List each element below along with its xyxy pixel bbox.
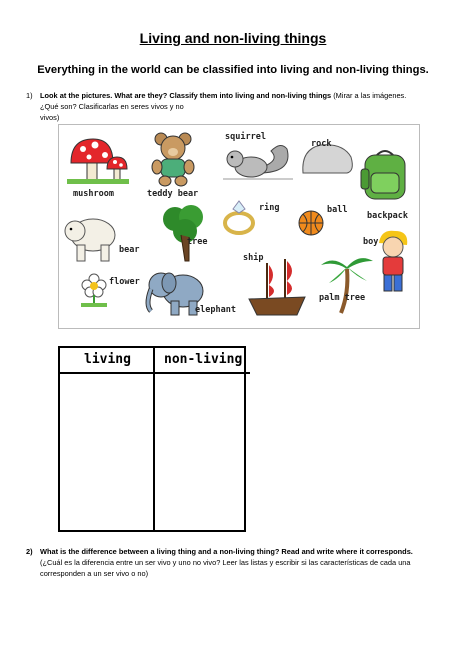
ship-image	[243, 253, 309, 319]
teddy-bear-image	[151, 131, 195, 187]
label-bear: bear	[119, 245, 140, 255]
label-backpack: backpack	[367, 211, 408, 221]
label-teddy-bear: teddy bear	[147, 189, 199, 199]
question-2-number: 2)	[26, 547, 33, 556]
squirrel-image	[223, 143, 293, 181]
label-tree: tree	[187, 237, 208, 247]
ring-image	[221, 197, 261, 237]
pictures-panel	[58, 124, 420, 329]
page-subtitle: Everything in the world can be classified into living and non-living things.	[37, 64, 429, 76]
label-palm-tree: palm tree	[319, 293, 366, 303]
label-boy: boy	[363, 237, 379, 247]
table-header-divider	[60, 372, 250, 374]
ball-image	[297, 209, 325, 237]
tree-image	[159, 205, 209, 263]
table-header-non-living: non-living	[164, 352, 243, 367]
backpack-image	[359, 147, 411, 203]
label-flower: flower	[109, 277, 140, 287]
question-2-text: What is the difference between a living thing and a non-living thing? Read and write where it corresponds.	[40, 547, 413, 556]
label-ring: ring	[259, 203, 280, 213]
label-rock: rock	[311, 139, 332, 149]
label-ball: ball	[327, 205, 348, 215]
label-mushroom: mushroom	[73, 189, 114, 199]
flower-image	[79, 273, 109, 307]
label-ship: ship	[243, 253, 264, 263]
question-2-spanish: (¿Cuál es la diferencia entre un ser vivo y uno no vivo? Leer las listas y escribir si las características de cada una corresponden a un ser vivo o no)	[40, 558, 411, 578]
label-elephant: elephant	[195, 305, 236, 315]
question-2	[26, 546, 440, 579]
question-1-paren: (Mirar a las imágenes.	[331, 91, 407, 100]
mushroom-image	[67, 135, 129, 185]
table-header-living: living	[84, 352, 131, 367]
boy-image	[373, 229, 413, 297]
page-title: Living and non-living things	[139, 30, 327, 46]
classification-table	[58, 346, 246, 532]
table-column-divider	[153, 348, 155, 530]
question-1-text: Look at the pictures. What are they? Classify them into living and non-living things	[40, 91, 332, 100]
bear-image	[63, 211, 119, 263]
label-squirrel: squirrel	[225, 132, 266, 142]
question-1-spanish: ¿Qué son? Clasificarlas en seres vivos y no vivos)	[40, 102, 184, 122]
question-1-number: 1)	[26, 91, 33, 100]
palm-tree-image	[319, 249, 375, 315]
question-1	[26, 90, 440, 123]
